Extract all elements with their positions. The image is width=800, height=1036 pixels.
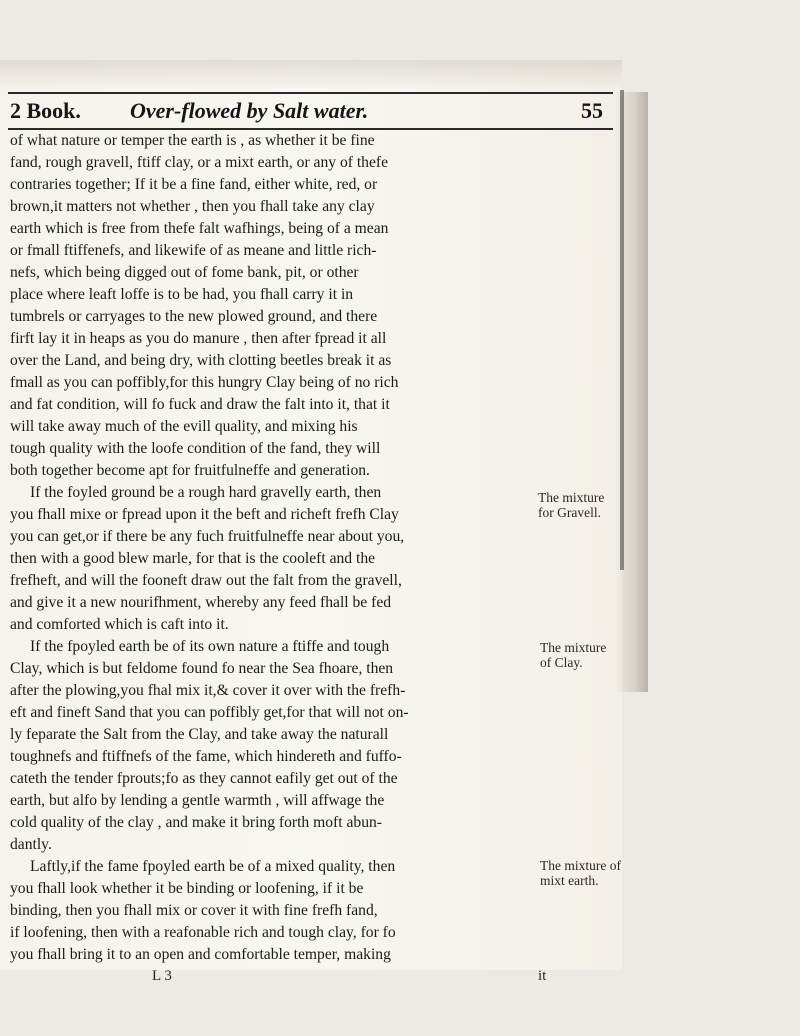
text-line: you can get,or if there be any fuch fruitfulneffe near about you,	[10, 528, 405, 545]
margin-note-clay	[540, 640, 606, 670]
page-shadow	[0, 60, 622, 90]
margin-note-line: for Gravell.	[538, 505, 601, 520]
text-line: dantly.	[10, 836, 52, 853]
text-line: both together become apt for fruitfulneffe and generation.	[10, 462, 370, 479]
margin-note-line: mixt earth.	[540, 873, 599, 888]
running-header	[8, 96, 613, 128]
text-line: contraries together; If it be a fine fand, either white, red, or	[10, 176, 378, 193]
margin-note-line: The mixture	[538, 490, 605, 505]
text-line: binding, then you fhall mix or cover it with fine frefh fand,	[10, 902, 378, 919]
text-line: and fat condition, will fo fuck and draw the falt into it, that it	[10, 396, 390, 413]
margin-note-mixt	[540, 858, 621, 888]
text-line: brown,it matters not whether , then you fhall take any clay	[10, 198, 375, 215]
text-line: fand, rough gravell, ftiff clay, or a mixt earth, or any of thefe	[10, 154, 389, 171]
text-line: earth which is free from thefe falt wafhings, being of a mean	[10, 220, 389, 237]
book-label: 2 Book.	[10, 98, 81, 123]
signature-mark: L 3	[152, 968, 172, 984]
text-line: if loofening, then with a reafonable rich and tough clay, for fo	[10, 924, 396, 941]
margin-note-line: The mixture	[540, 640, 607, 655]
text-line: then with a good blew marle, for that is the cooleft and the	[10, 550, 376, 567]
text-line: or fmall ftiffenefs, and likewife of as meane and little rich-	[10, 242, 377, 259]
text-line: will take away much of the evill quality, and mixing his	[10, 418, 358, 435]
text-line: toughnefs and ftiffnefs of the fame, which hindereth and fuffo-	[10, 748, 402, 765]
text-line: If the fpoyled earth be of its own nature a ftiffe and tough	[30, 638, 390, 655]
running-title: Over-flowed by Salt water.	[130, 98, 369, 123]
margin-note-gravell	[538, 490, 604, 520]
margin-note-line: The mixture of	[540, 858, 621, 873]
text-line: eft and fineft Sand that you can poffibly get,for that will not on-	[10, 704, 409, 721]
text-line: you fhall bring it to an open and comfortable temper, making	[10, 946, 391, 963]
text-line: cold quality of the clay , and make it bring forth moft abun-	[10, 814, 382, 831]
text-line: you fhall look whether it be binding or loofening, if it be	[10, 880, 364, 897]
catchword: it	[538, 968, 547, 984]
text-line: over the Land, and being dry, with clotting beetles break it as	[10, 352, 392, 369]
page-number: 55	[581, 98, 603, 123]
header-rule	[8, 92, 613, 94]
text-line: If the foyled ground be a rough hard gravelly earth, then	[30, 484, 382, 501]
text-line: place where leaft loffe is to be had, you fhall carry it in	[10, 286, 354, 303]
text-line: ly feparate the Salt from the Clay, and take away the naturall	[10, 726, 389, 743]
text-line: nefs, which being digged out of fome bank, pit, or other	[10, 264, 359, 281]
text-line: of what nature or temper the earth is , as whether it be fine	[10, 132, 375, 149]
text-line: frefheft, and will the fooneft draw out the falt from the gravell,	[10, 572, 402, 589]
text-line: tumbrels or carryages to the new plowed ground, and there	[10, 308, 378, 325]
text-line: and give it a new nourifhment, whereby any feed fhall be fed	[10, 594, 392, 611]
text-line: fmall as you can poffibly,for this hungry Clay being of no rich	[10, 374, 399, 391]
text-line: you fhall mixe or fpread upon it the beft and richeft frefh Clay	[10, 506, 399, 523]
text-line: tough quality with the loofe condition of the fand, they will	[10, 440, 381, 457]
binding-edge	[620, 90, 624, 570]
text-line: after the plowing,you fhal mix it,& cover it over with the frefh-	[10, 682, 406, 699]
text-line: cateth the tender fprouts;fo as they cannot eafily get out of the	[10, 770, 398, 787]
text-line: firft lay it in heaps as you do manure , then after fpread it all	[10, 330, 387, 347]
text-line: and comforted which is caft into it.	[10, 616, 229, 633]
text-line: Clay, which is but feldome found fo near the Sea fhoare, then	[10, 660, 394, 677]
margin-note-line: of Clay.	[540, 655, 583, 670]
text-line: earth, but alfo by lending a gentle warmth , will affwage the	[10, 792, 385, 809]
text-line: Laftly,if the fame fpoyled earth be of a mixed quality, then	[30, 858, 396, 875]
